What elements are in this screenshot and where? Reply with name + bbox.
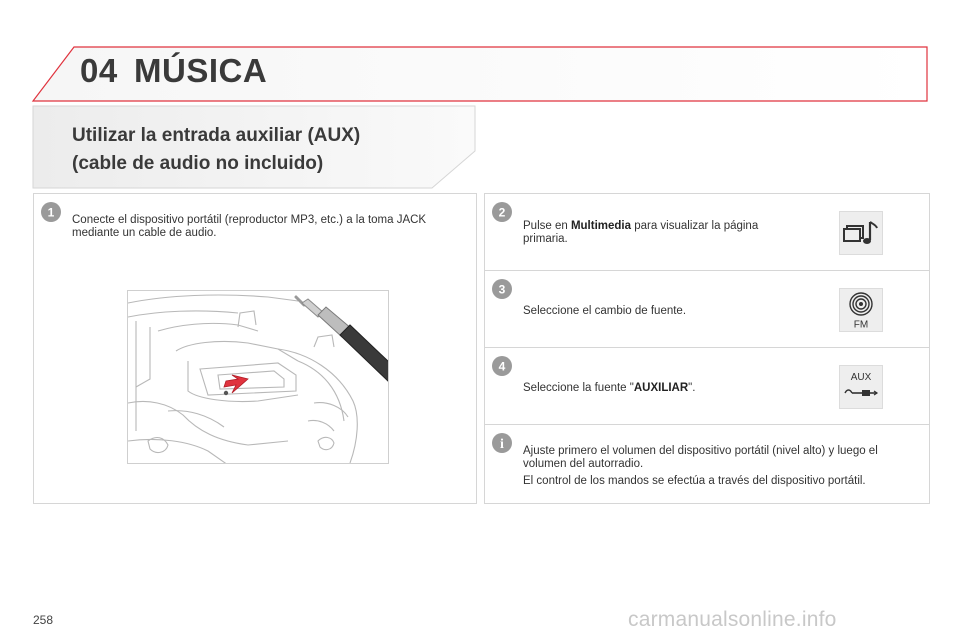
step-2-number: 2 xyxy=(498,205,506,220)
step-4-text-after: ". xyxy=(688,382,696,394)
step-2-text xyxy=(523,220,803,245)
step-4-badge xyxy=(491,355,513,377)
radio-wave-icon xyxy=(840,289,882,331)
info-paragraph-1: Ajuste primero el volumen del dispositivo portátil (nivel alto) y luego el volumen del autorradio. xyxy=(523,445,878,470)
jack-plug xyxy=(296,297,389,383)
fm-label: FM xyxy=(853,319,869,331)
step-2-text-bold: Multimedia xyxy=(570,220,632,232)
step-3-badge xyxy=(491,278,513,300)
step-1-number: 1 xyxy=(47,205,55,220)
step-2-badge xyxy=(491,201,513,223)
multimedia-button xyxy=(839,211,883,255)
divider-3-4 xyxy=(484,347,930,348)
info-paragraph-2: El control de los mandos se efectúa a través del dispositivo portátil. xyxy=(523,475,866,487)
step-2-text-after: para visualizar la página primaria. xyxy=(523,220,759,245)
info-symbol: i xyxy=(500,437,504,452)
source-change-button xyxy=(839,288,883,332)
step-3-text: Seleccione el cambio de fuente. xyxy=(523,305,687,317)
divider-4-info xyxy=(484,424,930,425)
section-title xyxy=(72,122,452,178)
watermark: carmanualsonline.info xyxy=(628,608,837,631)
section-title-line1: Utilizar la entrada auxiliar (AUX) xyxy=(72,125,361,146)
dashboard-aux-drawing xyxy=(128,291,389,464)
info-icon xyxy=(491,432,513,454)
step-1-badge xyxy=(40,201,62,223)
step-3-number: 3 xyxy=(498,282,506,297)
step-1-text: Conecte el dispositivo portátil (reproductor MP3, etc.) a la toma JACK mediante un cable de audio. xyxy=(72,214,427,239)
chapter-number: 04 xyxy=(80,52,118,89)
step-4-text-bold: AUXILIAR xyxy=(633,382,689,394)
multimedia-music-icon xyxy=(840,212,882,254)
step-2-text-before: Pulse en xyxy=(523,220,571,232)
step-4-text-before: Seleccione la fuente " xyxy=(523,382,634,394)
step-4-number: 4 xyxy=(498,359,506,374)
step-4-text xyxy=(523,382,803,395)
aux-cable-icon xyxy=(840,366,882,408)
page-number: 258 xyxy=(33,613,54,627)
aux-jack-illustration xyxy=(127,290,389,464)
chapter-title: MÚSICA xyxy=(134,52,268,89)
section-title-line2: (cable de audio no incluido) xyxy=(72,153,324,174)
aux-source-button xyxy=(839,365,883,409)
divider-2-3 xyxy=(484,270,930,271)
insert-arrow xyxy=(224,375,248,395)
aux-label: AUX xyxy=(850,372,872,383)
